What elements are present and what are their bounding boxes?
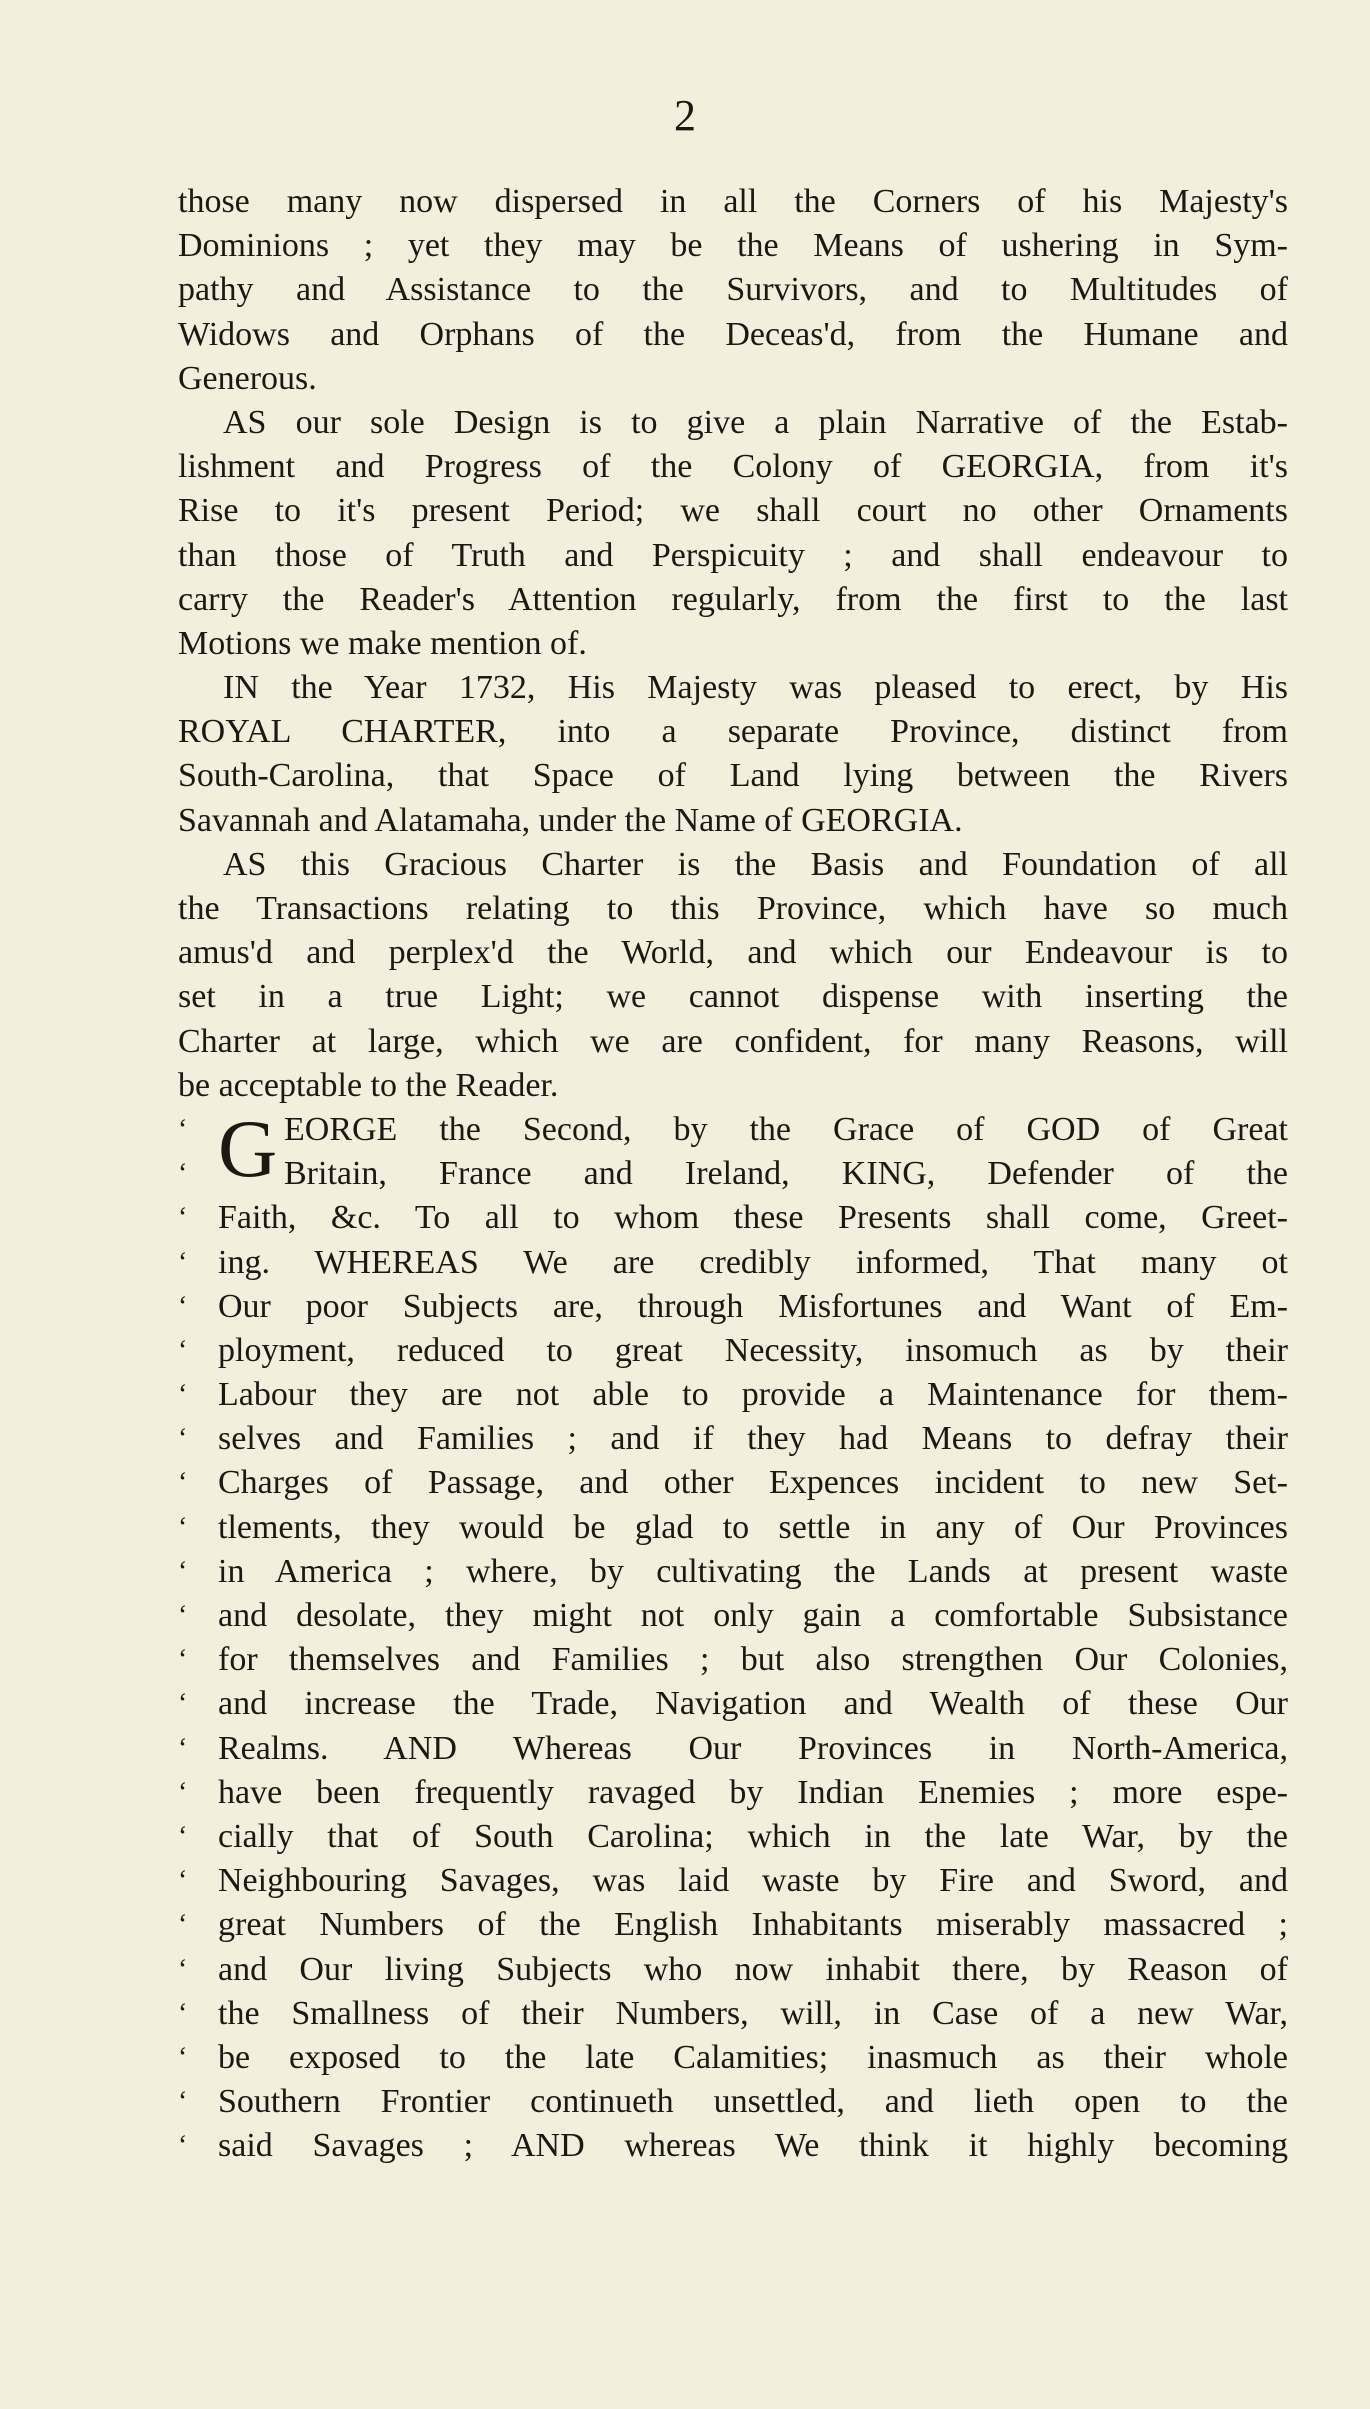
charter-text: selves and Families ; and if they had Means to defray their [218,1420,1288,1458]
charter-line [178,1992,1288,2036]
charter-text: Charges of Passage, and other Expences incident to new Set- [218,1464,1288,1502]
charter-text: have been frequently ravaged by Indian Enemies ; more espe- [218,1773,1288,1811]
quote-mark: ‘ [178,1423,188,1455]
charter-line [178,1152,1288,1196]
quote-mark: ‘ [178,1776,188,1808]
quote-mark: ‘ [178,2086,188,2118]
quote-mark: ‘ [178,1820,188,1852]
charter-line [178,1638,1288,1682]
quote-mark: ‘ [178,1202,188,1234]
charter-line [178,1285,1288,1329]
charter-text: be exposed to the late Calamities; inasmuch as their whole [218,2038,1288,2076]
charter-text: ing. WHEREAS We are credibly informed, That many ot [218,1243,1288,1281]
text-line: Savannah and Alatamaha, under the Name of GEORGIA. [178,801,963,839]
text-line: Widows and Orphans of the Deceas'd, from the Humane and [178,315,1288,353]
charter-text: and increase the Trade, Navigation and Wealth of these Our [218,1685,1288,1723]
text-line: carry the Reader's Attention regularly, from the first to the last [178,580,1288,618]
text-line: lishment and Progress of the Colony of GEORGIA, from it's [178,448,1288,486]
charter-text: and Our living Subjects who now inhabit there, by Reason of [218,1950,1288,1988]
charter-line [178,1417,1288,1461]
charter-text: for themselves and Families ; but also strengthen Our Colonies, [218,1641,1288,1679]
quote-mark: ‘ [178,1379,188,1411]
charter-line [178,1948,1288,1992]
drop-cap: G [218,1102,278,1194]
charter-text: said Savages ; AND whereas We think it highly becoming [218,2127,1288,2165]
charter-text: and desolate, they might not only gain a comfortable Subsistance [218,1597,1288,1634]
quote-mark: ‘ [178,1600,188,1631]
charter-text: Southern Frontier continueth unsettled, and lieth open to the [218,2083,1288,2121]
quote-mark: ‘ [178,1246,188,1278]
text-line: IN the Year 1732, His Majesty was pleased to erect, by His [223,669,1288,707]
charter-text: great Numbers of the English Inhabitants miserably massacred ; [218,1906,1288,1944]
charter-line [178,1594,1288,1638]
text-line: Dominions ; yet they may be the Means of ushering in Sym- [178,227,1288,265]
charter-text: EORGE the Second, by the Grace of GOD of Great [284,1110,1288,1148]
charter-line [178,2036,1288,2080]
charter-line [178,1727,1288,1771]
charter-text: Britain, France and Ireland, KING, Defender of the [284,1155,1288,1193]
charter-line [178,1771,1288,1815]
charter-text: Realms. AND Whereas Our Provinces in North-America, [218,1729,1288,1767]
quote-mark: ‘ [178,1688,188,1720]
quote-mark: ‘ [178,1732,188,1764]
charter-line [178,2124,1288,2168]
quote-mark: ‘ [178,1953,188,1985]
quote-mark: ‘ [178,2130,188,2162]
text-line: Motions we make mention of. [178,624,587,662]
charter-text: the Smallness of their Numbers, will, in Case of a new War, [218,1994,1288,2032]
charter-line [178,1196,1288,1240]
text-line: AS this Gracious Charter is the Basis and Foundation of all [223,845,1288,883]
charter-line [178,1550,1288,1594]
text-line: Rise to it's present Period; we shall court no other Ornaments [178,492,1288,530]
charter-text: ployment, reduced to great Necessity, insomuch as by their [218,1331,1288,1369]
quote-mark: ‘ [178,1158,188,1190]
charter-line [178,2080,1288,2124]
charter-text: Our poor Subjects are, through Misfortunes and Want of Em- [218,1287,1288,1325]
quote-mark: ‘ [178,1113,188,1145]
charter-line [178,1373,1288,1417]
charter-line [178,1859,1288,1903]
text-line: AS our sole Design is to give a plain Narrative of the Estab- [223,403,1288,441]
charter-text: in America ; where, by cultivating the Lands at present waste [218,1552,1288,1590]
text-line: pathy and Assistance to the Survivors, and to Multitudes of [178,271,1288,309]
charter-text: cially that of South Carolina; which in the late War, by the [218,1817,1288,1855]
text-line: set in a true Light; we cannot dispense with inserting the [178,978,1288,1016]
charter-line [178,1815,1288,1859]
charter-line [178,1682,1288,1726]
quote-mark: ‘ [178,1865,188,1897]
quote-mark: ‘ [178,1290,188,1322]
charter-text: Faith, &c. To all to whom these Presents shall come, Greet- [218,1199,1288,1237]
quote-mark: ‘ [178,1511,188,1543]
quote-mark: ‘ [178,1997,188,2029]
quote-mark: ‘ [178,1555,188,1587]
charter-line [178,1241,1288,1285]
quote-mark: ‘ [178,1467,188,1499]
text-line: Generous. [178,359,317,397]
text-line: the Transactions relating to this Province, which have so much [178,890,1288,927]
text-line: Charter at large, which we are confident, for many Reasons, will [178,1022,1288,1060]
body-text [178,180,1288,2168]
quote-mark: ‘ [178,2041,188,2073]
charter-line [178,1329,1288,1373]
charter-text: Neighbouring Savages, was laid waste by Fire and Sword, and [218,1862,1288,1900]
page-number: 2 [674,91,696,140]
quote-mark: ‘ [178,1334,188,1366]
charter-line [178,1506,1288,1550]
quote-mark: ‘ [178,1909,188,1941]
text-line: South-Carolina, that Space of Land lying between the Rivers [178,757,1288,795]
text-line: ROYAL CHARTER, into a separate Province, distinct from [178,713,1288,751]
text-line: amus'd and perplex'd the World, and which our Endeavour is to [178,934,1288,972]
quote-mark: ‘ [178,1644,188,1676]
charter-text: tlements, they would be glad to settle in any of Our Provinces [218,1508,1288,1546]
charter-line [178,1461,1288,1505]
text-line: be acceptable to the Reader. [178,1066,559,1104]
charter-line [178,1903,1288,1947]
text-line: than those of Truth and Perspicuity ; and shall endeavour to [178,536,1288,574]
charter-text: Labour they are not able to provide a Maintenance for them- [218,1376,1288,1414]
text-line: those many now dispersed in all the Corners of his Majesty's [178,183,1288,220]
